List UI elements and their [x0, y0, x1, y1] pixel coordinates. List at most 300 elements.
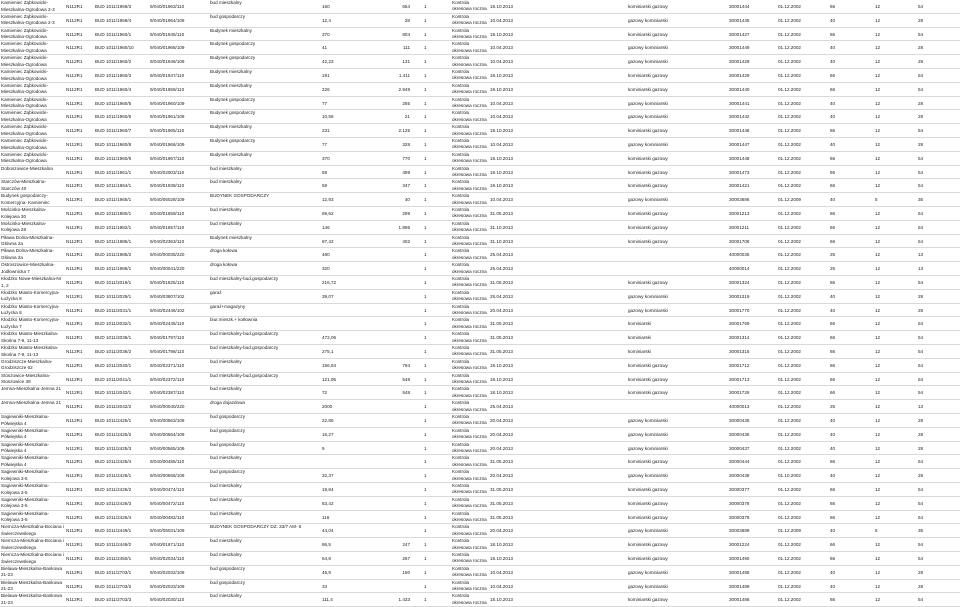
cell-inst: gazowy kominiarski [628, 142, 668, 147]
cell-typ: Budynek gospodarczy [210, 55, 256, 61]
cell-nr: N112R1 [66, 183, 83, 189]
cell-c: 28 [918, 142, 924, 147]
cell-nr2: 30001224 [729, 542, 750, 548]
cell-data: 25.04.2013 [490, 293, 513, 299]
cell-ile: 1 [424, 59, 427, 65]
cell-typ: BUDYNEK GOSPODARCZY DZ. 33/7 AM- 5 [210, 524, 302, 530]
cell-nr2: 30001324 [729, 280, 750, 285]
cell-inst: kominiarski gazowy [628, 86, 668, 92]
cell-inst: kominiarski gazowy [628, 238, 668, 244]
cell-bud: BUD 1011/2426/1 [95, 473, 132, 479]
cell-b: 12 [875, 376, 881, 382]
cell-dz2: 01.12.2002 [778, 31, 801, 37]
cell-a: 66 [830, 224, 836, 230]
cell-nr2: 30000378 [729, 500, 750, 506]
cell-c: 35 [918, 197, 924, 203]
cell-nr2: 30001448 [729, 155, 750, 161]
cell-addr: Kamieniec Ząbkowicki-Mieszkalna-Ogrodowa [1, 110, 48, 122]
table-row [0, 442, 960, 456]
cell-lok: 150 [402, 569, 410, 575]
cell-dz: 9/040/01671/110 [150, 542, 185, 548]
cell-dz2: 01.12.2002 [778, 445, 801, 451]
table-row [0, 469, 960, 483]
cell-dz2: 01.12.2002 [778, 307, 801, 313]
cell-c: 54 [918, 500, 924, 506]
cell-addr: Grodziszcze-Mieszkalna-Grodziszcze 62 [1, 358, 53, 371]
cell-b: 12 [875, 100, 881, 106]
cell-dz: 9/040/00563/109 [150, 418, 185, 423]
cell-dz2: 01.12.2002 [778, 45, 801, 51]
cell-a: 40 [830, 114, 836, 120]
cell-inst: kominiarski gazowy [628, 500, 668, 506]
cell-ile: 1 [424, 335, 427, 341]
cell-lok: 299 [402, 211, 410, 216]
cell-nr2: 30003689 [729, 528, 750, 534]
cell-c: 28 [918, 418, 924, 423]
table-row [0, 566, 960, 580]
cell-b: 12 [875, 362, 881, 368]
cell-b: 12 [875, 418, 881, 423]
cell-typ: droga kołowa [210, 248, 238, 254]
cell-b: 12 [875, 142, 881, 147]
cell-nr: N112R1 [66, 252, 83, 258]
cell-ile: 1 [424, 197, 427, 203]
cell-pow: 191 [322, 73, 330, 78]
cell-addr: Sagiewniki-Mieszkalna-Półwiejska 4 [1, 427, 49, 440]
cell-pow: 77 [322, 142, 328, 147]
table-row [0, 97, 960, 111]
cell-a: 66 [830, 86, 836, 92]
cell-kontrola: Kontrola okresowa roczna [452, 414, 487, 426]
cell-ile: 1 [424, 45, 427, 51]
cell-bud: BUD 1011/2450/1 [95, 556, 132, 561]
cell-nr: N112R1 [66, 238, 83, 244]
cell-lok [372, 497, 410, 511]
cell-a: 66 [830, 459, 836, 465]
cell-c: 54 [918, 4, 924, 9]
cell-nr: N112R1 [66, 155, 83, 161]
cell-pow: 72 [322, 390, 328, 396]
cell-kontrola: Kontrola okresowa roczna [452, 496, 487, 509]
cell-ile: 1 [424, 542, 427, 548]
cell-dz2: 01.12.2009 [778, 528, 801, 534]
cell-nr2: 30001441 [729, 100, 750, 106]
cell-pow: 41 [322, 45, 328, 51]
cell-ile: 1 [424, 128, 427, 134]
cell-data: 18.10.2013 [490, 169, 513, 175]
cell-addr: Mościsko-Mieszkalna-Kolejowa 30 [1, 207, 47, 219]
cell-data: 25.04.2013 [490, 252, 513, 258]
cell-pow: 480 [322, 252, 330, 258]
cell-a: 66 [830, 183, 836, 189]
cell-lok [372, 276, 410, 290]
cell-data: 18.10.2013 [490, 183, 513, 189]
cell-dz: 9/040/01939/110 [150, 183, 185, 189]
cell-b: 12 [875, 349, 881, 354]
table-row [0, 400, 960, 414]
cell-bud: BUD 1011/2425/3 [95, 445, 132, 451]
cell-c: 54 [918, 183, 924, 189]
cell-addr: Kamieniec Ząbkowicki-Mieszkalna-Ogrodowa [1, 55, 48, 67]
cell-nr: N112R1 [66, 514, 83, 520]
cell-nr2: 30001427 [729, 31, 750, 37]
table-row [0, 455, 960, 469]
cell-c: 54 [918, 349, 924, 354]
cell-dz2: 01.12.2002 [778, 252, 801, 258]
cell-addr: Niemcza-Mieszkalna-Bociana i Świerczewskiego [1, 538, 64, 550]
cell-ile: 1 [424, 293, 427, 299]
cell-bud: BUD 1011/1960/4 [95, 86, 132, 92]
cell-b: 12 [875, 238, 881, 244]
cell-c: 28 [918, 45, 924, 51]
cell-a: 66 [830, 597, 836, 603]
cell-nr2: 30001449 [729, 45, 750, 51]
cell-b: 12 [875, 445, 881, 451]
cell-typ: biur.mieszk.+ kotłownia [210, 317, 258, 323]
cell-bud: BUD 1011/1961/1 [95, 169, 132, 175]
cell-ile: 1 [424, 17, 427, 23]
cell-kontrola: Kontrola okresowa roczna [452, 138, 487, 150]
cell-dz: 9/040/02371/110 [150, 362, 185, 368]
cell-inst: kominiarski gazowy [628, 487, 668, 492]
cell-c: 54 [918, 459, 924, 465]
cell-c: 54 [918, 155, 924, 161]
cell-a: 66 [830, 376, 836, 382]
cell-typ: Budynek mieszkalny [210, 27, 252, 33]
cell-bud: BUD 1011/1985/1 [95, 238, 132, 244]
cell-a: 40 [830, 418, 836, 423]
cell-nr: N112R1 [66, 86, 83, 92]
cell-kontrola: Kontrola okresowa roczna [452, 165, 487, 177]
cell-inst: kominiarski gazowy [628, 155, 668, 161]
cell-inst: kominiarski gazowy [628, 31, 668, 37]
cell-b: 12 [875, 500, 881, 506]
cell-pow: 16,27 [322, 431, 334, 437]
cell-nr2: 40000013 [729, 404, 750, 410]
cell-dz: 9/040/01959/110 [150, 86, 185, 92]
cell-kontrola: Kontrola okresowa roczna [452, 455, 487, 467]
cell-nr: N112R1 [66, 224, 83, 230]
table-row [0, 386, 960, 400]
cell-nr: N112R1 [66, 17, 83, 23]
cell-typ: bud mieszkalny [210, 179, 242, 185]
cell-lok: 40 [404, 197, 410, 203]
cell-inst: kominiarski [628, 335, 651, 341]
cell-kontrola: Kontrola okresowa roczna [452, 372, 487, 384]
cell-a: 66 [830, 280, 836, 285]
cell-lok [372, 414, 410, 428]
cell-data: 31.10.2013 [490, 238, 513, 244]
cell-c: 28 [918, 583, 924, 589]
cell-bud: BUD 1011/2425/4 [95, 459, 132, 465]
cell-dz2: 01.12.2002 [778, 59, 801, 65]
cell-pow: 121,95 [322, 376, 337, 382]
cell-nr2: 30001428 [729, 59, 750, 65]
cell-bud: BUD 1011/2703/3 [95, 597, 132, 603]
cell-addr: Sagiewniki-Mieszkalna-Kolejowa 3-5 [1, 510, 49, 523]
cell-inst: kominiarski gazowy [628, 73, 668, 78]
cell-data: 20.04.2013 [490, 473, 513, 479]
cell-bud: BUD 1011/2042/2 [95, 404, 132, 410]
cell-a: 40 [830, 45, 836, 51]
cell-ile: 1 [424, 252, 427, 258]
cell-dz: 9/040/00485/110 [150, 459, 185, 465]
cell-b: 12 [875, 542, 881, 548]
cell-dz: 9/040/02034/110 [150, 556, 185, 561]
cell-nr: N112R1 [66, 142, 83, 147]
cell-typ: bud mieszkalny [210, 207, 242, 212]
cell-typ: Budynek mieszkalny [210, 82, 252, 88]
cell-ile: 1 [424, 500, 427, 506]
cell-dz: 9/040/01946/109 [150, 59, 185, 65]
cell-inst: gazowy kominiarski [628, 197, 668, 203]
cell-inst: gazowy kominiarski [628, 17, 668, 23]
cell-b: 12 [875, 266, 881, 272]
cell-c: 54 [918, 238, 924, 244]
cell-lok [372, 331, 410, 345]
cell-ile: 1 [424, 376, 427, 382]
cell-bud: BUD 1011/1960/9 [95, 155, 132, 161]
cell-b: 12 [875, 86, 881, 92]
cell-nr2: 30001489 [729, 583, 750, 589]
cell-dz2: 01.12.2002 [778, 17, 801, 23]
table-row [0, 14, 960, 28]
cell-typ: bud gospodarczy [210, 441, 245, 447]
cell-pow: 111,4 [322, 597, 333, 603]
cell-data: 18.10.2013 [490, 362, 513, 368]
cell-inst: gazowy kominiarski [628, 473, 668, 479]
cell-typ: Budynek mieszkalny [210, 234, 252, 240]
cell-inst: kominiarski gazowy [628, 514, 668, 520]
cell-pow: 12,4 [322, 17, 331, 23]
cell-inst: kominiarski gazowy [628, 211, 668, 216]
table-row [0, 207, 960, 221]
cell-a: 40 [830, 445, 836, 451]
cell-ile: 1 [424, 238, 427, 244]
cell-data: 18.10.2013 [490, 542, 513, 548]
cell-ile: 1 [424, 169, 427, 175]
cell-bud: BUD 1011/2036/1 [95, 335, 132, 341]
cell-lok: 131 [402, 59, 410, 65]
table-row [0, 317, 960, 331]
cell-lok: 548 [402, 390, 410, 396]
cell-bud: BUD 1011/1960/3 [95, 73, 132, 78]
cell-c: 54 [918, 169, 924, 175]
cell-dz2: 01.12.2002 [778, 321, 801, 327]
cell-dz2: 01.12.2002 [778, 376, 801, 382]
cell-inst: kominiarski gazowy [628, 128, 668, 134]
cell-a: 66 [830, 335, 836, 341]
table-row [0, 221, 960, 235]
cell-b: 12 [875, 252, 881, 258]
cell-ile: 1 [424, 4, 427, 9]
cell-typ: bud mieszkalny [210, 552, 242, 557]
cell-pow: 275,1 [322, 349, 334, 354]
cell-pow: 2000 [322, 404, 333, 410]
cell-inst: kominiarski gazowy [628, 542, 668, 548]
cell-a: 66 [830, 390, 836, 396]
cell-dz: 9/040/02387/110 [150, 390, 185, 396]
cell-data: 18.10.2013 [490, 376, 513, 382]
cell-pow: 320 [322, 266, 330, 272]
cell-dz: 9/040/00564/109 [150, 431, 185, 437]
cell-addr: Kamieniec Ząbkowicki-Mieszkalna-Ogrodowa [1, 82, 48, 95]
cell-addr: Jemna-Mieszkalna-Jemna 21 [1, 386, 61, 392]
cell-dz: 9/040/00040/220 [150, 404, 185, 410]
cell-nr: N112R1 [66, 45, 83, 51]
cell-dz: 9/040/05031/109 [150, 528, 185, 534]
table-row [0, 28, 960, 42]
cell-nr: N112R1 [66, 542, 83, 548]
cell-nr2: 30001315 [729, 349, 750, 354]
cell-nr2: 30001421 [729, 183, 750, 189]
cell-b: 5 [875, 197, 878, 203]
cell-inst: kominiarski gazowy [628, 390, 668, 396]
cell-data: 10.04.2013 [490, 59, 513, 65]
cell-addr: Bielawa-Mieszkalna-Bankowa 21-23 [1, 579, 63, 592]
cell-dz2: 01.12.2002 [778, 418, 801, 423]
cell-bud: BUD 1011/1960/7 [95, 128, 132, 134]
cell-nr: N112R1 [66, 4, 83, 9]
cell-addr: Jemna-Mieszkalna-Jemna 21 [1, 400, 61, 406]
table-row [0, 193, 960, 207]
cell-data: 10.04.2013 [490, 114, 513, 120]
cell-addr: Kamieniec Ząbkowicki-Mieszkalna-Ogrodowa [1, 96, 48, 109]
cell-dz2: 01.12.2002 [778, 335, 801, 341]
cell-lok [372, 469, 410, 483]
cell-b: 12 [875, 556, 881, 561]
cell-typ: bud gospodarczy [210, 579, 245, 585]
cell-c: 28 [918, 17, 924, 23]
cell-data: 31.05.2013 [490, 211, 513, 216]
cell-ile: 1 [424, 556, 427, 561]
cell-data: 18.10.2013 [490, 31, 513, 37]
cell-ile: 1 [424, 418, 427, 423]
cell-data: 31.05.2013 [490, 349, 513, 354]
table-row [0, 331, 960, 345]
cell-c: 13 [918, 266, 924, 272]
cell-dz: 9/040/02033/109 [150, 583, 185, 589]
cell-bud: BUD 1011/2031/1 [95, 307, 132, 313]
cell-a: 40 [830, 307, 836, 313]
cell-dz2: 01.12.2002 [778, 542, 801, 548]
cell-bud: BUD 1011/2426/2 [95, 487, 132, 492]
cell-dz2: 01.12.2002 [778, 487, 801, 492]
cell-nr2: 40000014 [729, 266, 750, 272]
cell-pow: 19,84 [322, 487, 334, 492]
cell-inst: gazowy kominiarski [628, 583, 668, 589]
cell-nr: N112R1 [66, 473, 83, 479]
cell-kontrola: Kontrola okresowa roczna [452, 220, 487, 233]
cell-bud: BUD 1011/2029/1 [95, 293, 132, 299]
cell-dz: 9/040/02032/109 [150, 569, 185, 575]
cell-typ: bud mieszkalny [210, 483, 242, 488]
cell-data: 18.10.2013 [490, 128, 513, 134]
cell-ile: 1 [424, 487, 427, 492]
cell-bud: BUD 1011/2032/1 [95, 321, 132, 327]
cell-typ: bud mieszkalny-bud.gospodarczy [210, 276, 279, 281]
cell-ile: 1 [424, 155, 427, 161]
cell-c: 13 [918, 404, 924, 410]
cell-nr: N112R1 [66, 321, 83, 327]
cell-c: 54 [918, 128, 924, 134]
cell-typ: Budynek gospodarczy [210, 96, 256, 102]
cell-nr2: 30001708 [729, 238, 750, 244]
cell-dz: 9/040/01945/110 [150, 31, 185, 37]
cell-dz2: 01.12.2002 [778, 390, 801, 396]
table-row [0, 248, 960, 262]
cell-bud: BUD 1011/1960/5 [95, 100, 132, 106]
cell-dz2: 01.12.2002 [778, 169, 801, 175]
cell-ile: 1 [424, 431, 427, 437]
cell-pow: 45,9 [322, 569, 331, 575]
cell-dz2: 01.12.2002 [778, 583, 801, 589]
cell-dz: 9/040/01947/110 [150, 73, 185, 78]
cell-kontrola: Kontrola okresowa roczna [452, 565, 487, 578]
cell-pow: 86,5 [322, 542, 331, 548]
cell-nr2: 30001429 [729, 73, 750, 78]
cell-ile: 1 [424, 86, 427, 92]
table-row [0, 497, 960, 511]
cell-b: 12 [875, 473, 881, 479]
table-row [0, 593, 960, 607]
cell-dz: 9/040/02003/110 [150, 169, 185, 175]
cell-a: 66 [830, 169, 836, 175]
cell-kontrola: Kontrola okresowa roczna [452, 469, 487, 481]
cell-data: 18.10.2013 [490, 155, 513, 161]
table-row [0, 538, 960, 552]
cell-typ: droga kołowa [210, 262, 238, 268]
cell-c: 54 [918, 73, 924, 78]
cell-lok [372, 400, 410, 414]
table-row [0, 290, 960, 304]
cell-dz2: 01.12.2002 [778, 86, 801, 92]
cell-nr: N112R1 [66, 169, 83, 175]
table-row [0, 428, 960, 442]
cell-addr: Kłodzko Miasto-Komercyjna-Łużycka 7 [1, 317, 60, 329]
cell-pow: 32,37 [322, 473, 334, 479]
cell-data: 10.04.2013 [490, 45, 513, 51]
cell-pow: 9 [322, 445, 325, 451]
cell-data: 10.04.2013 [490, 17, 513, 23]
cell-dz: 9/040/01798/110 [150, 349, 185, 354]
cell-b: 12 [875, 128, 881, 134]
cell-data: 20.04.2013 [490, 528, 513, 534]
cell-lok [372, 511, 410, 525]
cell-addr: Piława Dolna-Mieszkalna-Główna 2a [1, 248, 54, 260]
cell-nr2: 30000437 [729, 445, 750, 451]
cell-dz: 9/040/00474/110 [150, 487, 185, 492]
cell-bud: BUD 1011/1960/6 [95, 114, 132, 120]
cell-bud: BUD 1011/2426/3 [95, 500, 132, 506]
cell-kontrola: Kontrola okresowa roczna [452, 55, 487, 67]
cell-c: 28 [918, 473, 924, 479]
cell-kontrola: Kontrola okresowa roczna [452, 179, 487, 191]
cell-a: 40 [830, 17, 836, 23]
cell-inst: kominiarski gazowy [628, 362, 668, 368]
cell-dz: 9/040/03807/102 [150, 293, 185, 299]
cell-bud: BUD 1011/2425/1 [95, 418, 132, 423]
cell-c: 54 [918, 597, 924, 603]
cell-lok [372, 524, 410, 538]
cell-nr: N112R1 [66, 335, 83, 341]
cell-typ: garaż+magazyny [210, 303, 246, 309]
cell-inst: gazowy kominiarski [628, 307, 668, 313]
cell-typ: bud gospodarczy [210, 469, 245, 475]
table-row [0, 304, 960, 318]
cell-dz2: 01.12.2002 [778, 4, 801, 9]
cell-ile: 1 [424, 459, 427, 465]
